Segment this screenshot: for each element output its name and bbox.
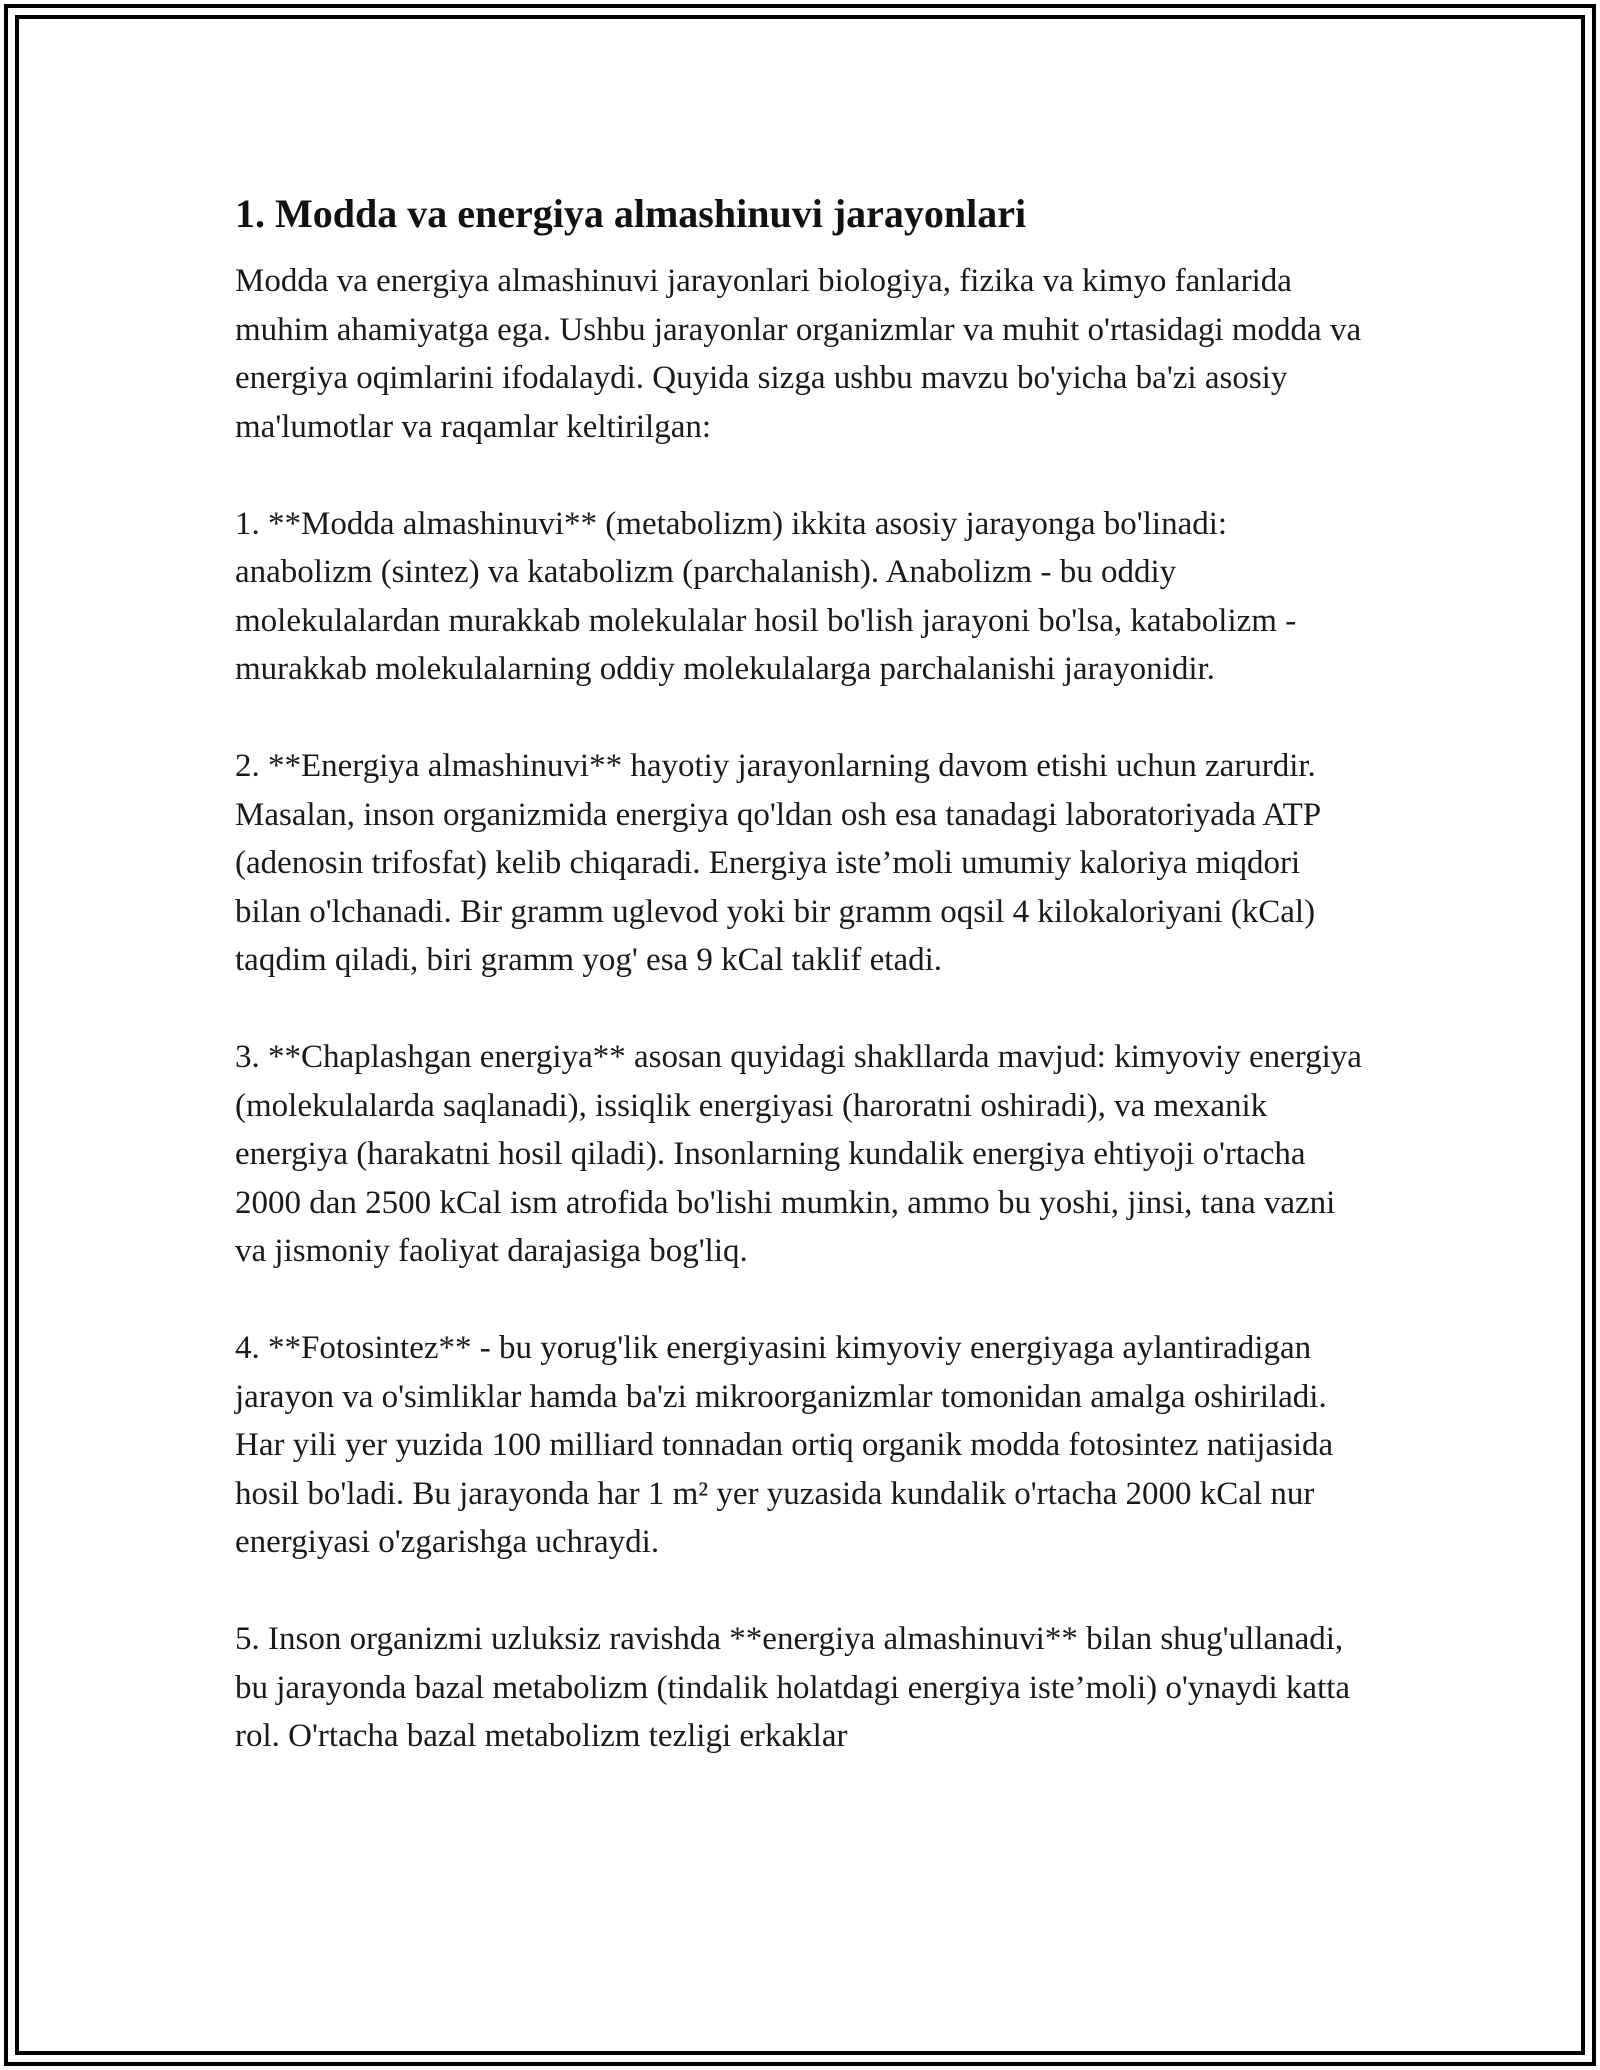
paragraph-basal-metabolism: 5. Inson organizmi uzluksiz ravishda **energiya almashinuvi** bilan shug'ullanadi, bu jarayonda bazal metabolizm (tindalik holatdagi energiya iste’moli) o'ynaydi katta rol. O'rtacha bazal metabolizm tezligi erkaklar — [235, 1621, 1359, 1754]
paragraph-energy-forms: 3. **Chaplashgan energiya** asosan quyidagi shakllarda mavjud: kimyoviy energiya (molekulalarda saqlanadi), issiqlik energiyasi (haroratni oshiradi), va mexanik energiya (harakatni hosil qiladi). Insonlarning kundalik energiya ehtiyoji o'rtacha 2000 dan 2500 kCal ism atrofida bo'lishi mumkin, ammo bu yoshi, jinsi, tana vazni va jismoniy faoliyat darajasiga bog'liq. — [235, 1039, 1371, 1269]
paragraph-photosynthesis: 4. **Fotosintez** - bu yorug'lik energiyasini kimyoviy energiyaga aylantiradigan jarayon va o'simliklar hamda ba'zi mikroorganizmlar tomonidan amalga oshiriladi. Har yili yer yuzida 100 milliard tonnadan ortiq organik modda fotosintez natijasida hosil bo'ladi. Bu jarayonda har 1 m² yer yuzasida kundalik o'rtacha 2000 kCal nur energiyasi o'zgarishga uchraydi. — [235, 1330, 1342, 1560]
intro-paragraph: Modda va energiya almashinuvi jarayonlari biologiya, fizika va kimyo fanlarida muhim ahamiyatga ega. Ushbu jarayonlar organizmlar va muhit o'rtasidagi modda va energiya oqimlarini ifodalaydi. Quyida sizga ushbu mavzu bo'yicha ba'zi asosiy ma'lumotlar va raqamlar keltirilgan: — [235, 263, 1370, 445]
document-title: 1. Modda va energiya almashinuvi jarayonlari — [235, 191, 1027, 236]
paragraph-metabolism: 1. **Modda almashinuvi** (metabolizm) ikkita asosiy jarayonga bo'linadi: anabolizm (sintez) va katabolizm (parchalanish). Anabolizm - bu oddiy molekulalardan murakkab molekulalar hosil bo'lish jarayoni bo'lsa, katabolizm - murakkab molekulalarning oddiy molekulalarga parchalanishi jarayonidir. — [235, 505, 1305, 687]
document-body — [235, 180, 1371, 1761]
paragraph-energy-exchange: 2. **Energiya almashinuvi** hayotiy jarayonlarning davom etishi uchun zarurdir. Masalan, inson organizmida energiya qo'ldan osh esa tanadagi laboratoriyada ATP (adenosin trifosfat) kelib chiqaradi. Energiya iste’moli umumiy kaloriya miqdori bilan o'lchanadi. Bir gramm uglevod yoki bir gramm oqsil 4 kilokaloriyani (kCal) taqdim qiladi, biri gramm yog' esa 9 kCal taklif etadi. — [235, 748, 1329, 978]
